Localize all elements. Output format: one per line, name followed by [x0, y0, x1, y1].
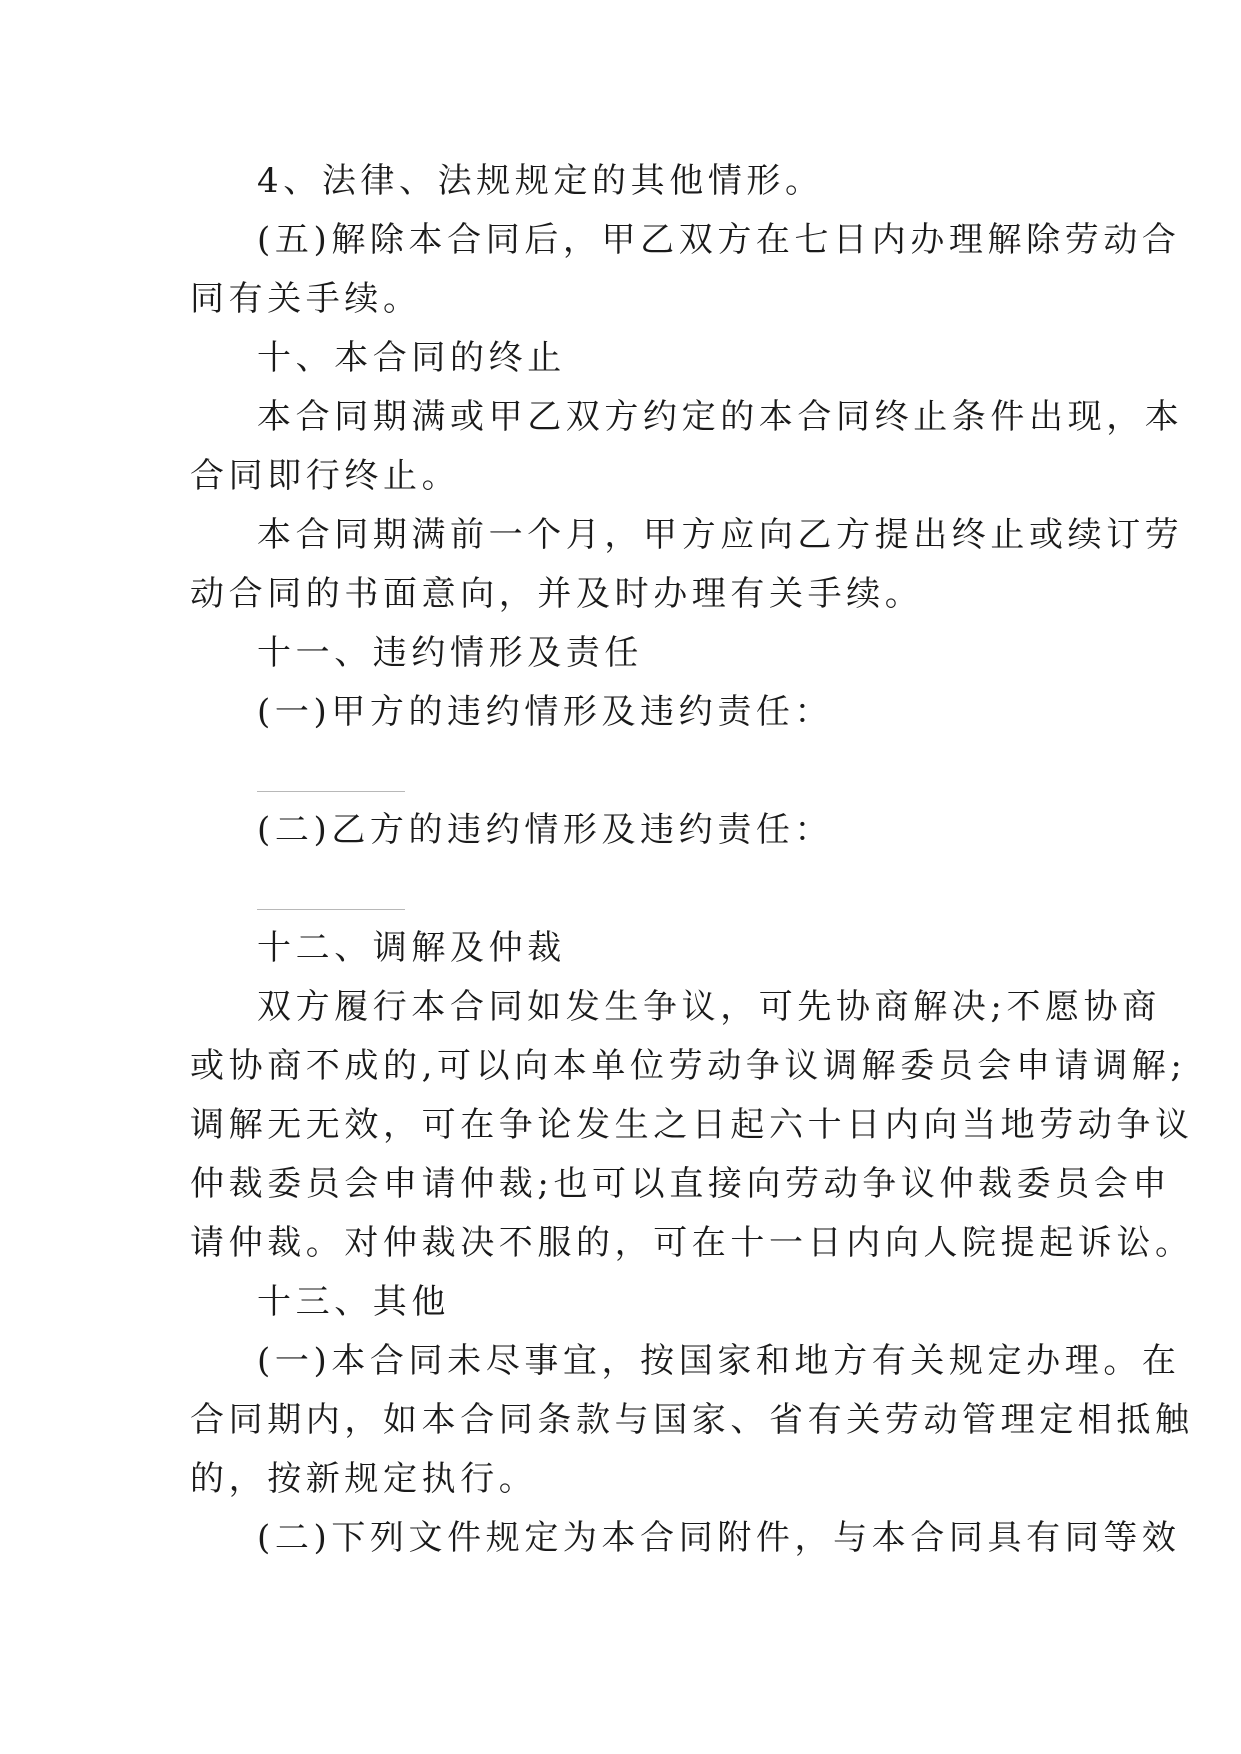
- paragraph-line: 本合同期满或甲乙双方约定的本合同终止条件出现，本: [257, 397, 1184, 437]
- paragraph-line: 合同期内，如本合同条款与国家、省有关劳动管理定相抵触: [190, 1400, 1194, 1440]
- paragraph-line: 双方履行本合同如发生争议，可先协商解决;不愿协商: [257, 987, 1161, 1027]
- paragraph-line: 请仲裁。对仲裁决不服的，可在十一日内向人院提起诉讼。: [190, 1223, 1194, 1263]
- paragraph-line: 本合同期满前一个月，甲方应向乙方提出终止或续订劳: [257, 515, 1184, 555]
- blank-spacer: [190, 860, 1060, 909]
- section-heading: 十、本合同的终止: [257, 338, 566, 378]
- paragraph-line: 或协商不成的,可以向本单位劳动争议调解委员会申请调解;: [190, 1046, 1187, 1086]
- paragraph-line: 4、法律、法规规定的其他情形。: [257, 161, 824, 201]
- document-body: [190, 152, 1194, 1568]
- section-heading: 十二、调解及仲裁: [257, 928, 566, 968]
- paragraph-line: 动合同的书面意向，并及时办理有关手续。: [190, 574, 924, 614]
- paragraph-line: 仲裁委员会申请仲裁;也可以直接向劳动争议仲裁委员会申: [190, 1164, 1172, 1204]
- blank-spacer: [190, 792, 1060, 801]
- paragraph-line: (一)甲方的违约情形及违约责任：: [257, 692, 834, 732]
- section-heading: 十一、违约情形及责任: [257, 633, 643, 673]
- section-heading: 十三、其他: [257, 1282, 450, 1322]
- blank-spacer: [190, 910, 1060, 919]
- blank-spacer: [190, 742, 1060, 791]
- paragraph-line: 同有关手续。: [190, 279, 422, 319]
- paragraph-line: 合同即行终止。: [190, 456, 461, 496]
- paragraph-line: 的，按新规定执行。: [190, 1459, 538, 1499]
- paragraph-line: 调解无无效，可在争论发生之日起六十日内向当地劳动争议: [190, 1105, 1194, 1145]
- paragraph-line: (一)本合同未尽事宜，按国家和地方有关规定办理。在: [257, 1341, 1181, 1381]
- paragraph-line: (二)下列文件规定为本合同附件，与本合同具有同等效: [257, 1518, 1181, 1558]
- paragraph-line: (五)解除本合同后，甲乙双方在七日内办理解除劳动合: [257, 220, 1181, 260]
- paragraph-line: (二)乙方的违约情形及违约责任：: [257, 810, 834, 850]
